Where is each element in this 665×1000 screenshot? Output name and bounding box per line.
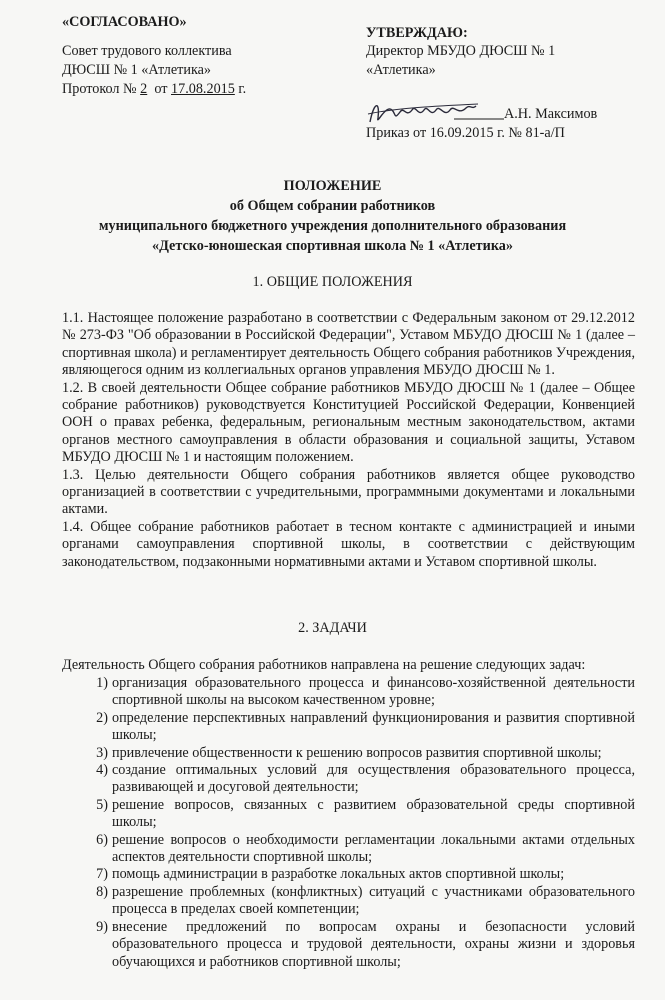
protocol-from: от: [147, 81, 171, 97]
list-item-number: 8): [96, 883, 108, 900]
list-item-text: помощь администрации в разработке локальных актов спортивной школы;: [112, 866, 565, 883]
paragraph-1-4: 1.4. Общее собрание работников работает в тесном контакте с администрацией и иными органами самоуправления спортивной школы, в соответствии с действующим законодательством, подзаконными нормативными актами и Уставом спортивной школы.: [62, 518, 635, 570]
protocol-date: 17.08.2015: [171, 81, 235, 97]
list-item-text: разрешение проблемных (конфликтных) ситуаций с участниками образовательного процесса в пределах своей компетенции;: [112, 883, 635, 918]
signature-name: А.Н. Максимов: [504, 106, 598, 122]
approval-left-protocol: [62, 81, 246, 98]
protocol-number: 2: [140, 81, 148, 97]
list-item: [62, 832, 635, 867]
list-item-number: 1): [96, 675, 108, 691]
doc-title: ПОЛОЖЕНИЕ: [283, 178, 382, 194]
approval-right-heading: УТВЕРЖДАЮ:: [366, 25, 468, 41]
list-item-number: 6): [96, 831, 108, 848]
approval-right-order: Приказ от 16.09.2015 г. № 81-а/П: [366, 125, 565, 141]
list-item-text: определение перспективных направлений функционирования и развития спортивной школы;: [112, 709, 635, 744]
doc-subtitle-3: «Детско-юношеская спортивная школа № 1 «Атлетика»: [152, 238, 513, 254]
list-item-text: организация образовательного процесса и финансово-хозяйственной деятельности спортивной школы на высоком качественном уровне;: [112, 675, 635, 709]
list-item-number: 7): [96, 866, 108, 883]
protocol-prefix: Протокол №: [62, 81, 141, 97]
list-item: [62, 866, 635, 883]
list-item: [62, 745, 635, 762]
list-item-number: 9): [96, 918, 108, 935]
list-item: [62, 797, 635, 832]
approval-right-line1: Директор МБУДО ДЮСШ № 1: [366, 43, 556, 59]
list-item-text: решение вопросов о необходимости регламентации локальными актами отдельных аспектов деятельности спортивной школы;: [112, 831, 635, 866]
approval-right-line2: «Атлетика»: [366, 62, 436, 78]
protocol-suffix: г.: [234, 81, 247, 97]
section-1-body: [62, 310, 635, 571]
list-item-text: привлечение общественности к решению вопросов развития спортивной школы;: [112, 744, 602, 761]
approval-left-heading: «СОГЛАСОВАНО»: [62, 14, 187, 30]
task-list: [62, 675, 635, 971]
paragraph-1-3: 1.3. Целью деятельности Общего собрания работников является общее руководство организацией в соответствии с учредительными, программными документами и локальными актами.: [62, 466, 635, 518]
doc-subtitle-1: об Общем собрании работников: [229, 198, 436, 214]
list-item-text: создание оптимальных условий для осуществления образовательного процесса, развивающей и досуговой деятельности;: [112, 762, 635, 796]
list-item: [62, 762, 635, 797]
list-item: [62, 710, 635, 745]
list-item-number: 4): [96, 762, 108, 779]
list-item-number: 2): [96, 709, 108, 726]
list-item: [62, 884, 635, 919]
section-1-heading: 1. ОБЩИЕ ПОЛОЖЕНИЯ: [252, 274, 413, 290]
doc-subtitle-2: муниципального бюджетного учреждения дополнительного образования: [98, 218, 567, 234]
list-item-number: 5): [96, 796, 108, 813]
approval-left-line1: Совет трудового коллектива: [62, 43, 232, 59]
list-item-text: внесение предложений по вопросам охраны и безопасности условий образовательного процесса и трудовой деятельности, охраны жизни и здоровья обучающихся и работников спортивной школы;: [112, 918, 635, 970]
approval-left-line2: ДЮСШ № 1 «Атлетика»: [62, 62, 212, 78]
director-signature: [366, 96, 506, 128]
section-2-intro: Деятельность Общего собрания работников направлена на решение следующих задач:: [62, 657, 586, 673]
paragraph-1-1: 1.1. Настоящее положение разработано в соответствии с Федеральным законом от 29.12.2012 № 273-ФЗ "Об образовании в Российской Федерации", Уставом МБУДО ДЮСШ № 1 (далее – спортивная школа) и регламентирует деятельность Общего собрания работников Учреждения, являющегося одним из коллегиальных органов управления МБУДО ДЮСШ № 1.: [62, 310, 635, 379]
list-item-number: 3): [96, 744, 108, 761]
list-item: [62, 675, 635, 710]
section-2-heading: 2. ЗАДАЧИ: [298, 620, 367, 636]
list-item-text: решение вопросов, связанных с развитием образовательной среды спортивной школы;: [112, 796, 635, 831]
list-item: [62, 919, 635, 971]
paragraph-1-2: 1.2. В своей деятельности Общее собрание работников МБУДО ДЮСШ № 1 (далее – Общее собрание работников) руководствуется Конституцией Российской Федерации, Конвенцией ООН о правах ребенка, федеральным, региональным местным законодательством, актами органов местного самоуправления в области образования и социальной защиты, Уставом МБУДО ДЮСШ № 1 и настоящим положением.: [62, 379, 635, 466]
